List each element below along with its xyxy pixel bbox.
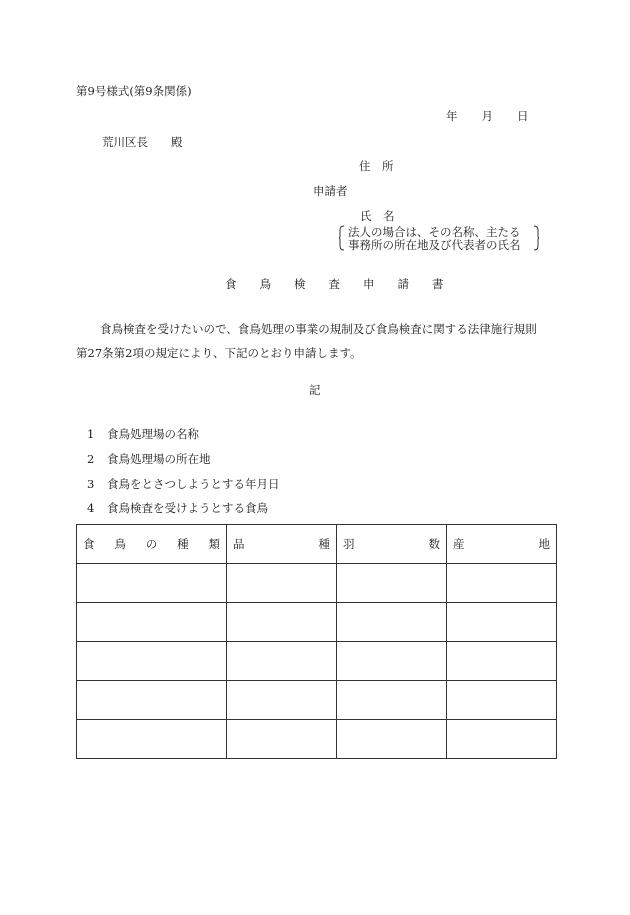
form-number: 第9号様式(第9条関係) xyxy=(76,84,192,98)
table-row xyxy=(77,603,557,642)
item-number: 1 xyxy=(87,427,95,441)
document-title: 食 鳥 検 査 申 請 書 xyxy=(225,277,444,291)
table-cell[interactable] xyxy=(77,603,227,642)
right-brace xyxy=(533,225,539,251)
table-cell[interactable] xyxy=(227,603,337,642)
item-text: 食鳥処理場の所在地 xyxy=(107,452,211,466)
table-cell[interactable] xyxy=(77,642,227,681)
table-row xyxy=(77,642,557,681)
table-row xyxy=(77,564,557,603)
body-text-line-1: 食鳥検査を受けたいので、食鳥処理の事業の規制及び食鳥検査に関する法律施行規則 xyxy=(100,322,537,336)
table-cell[interactable] xyxy=(227,564,337,603)
table-cell[interactable] xyxy=(77,720,227,759)
table-cell[interactable] xyxy=(447,681,557,720)
list-item xyxy=(87,454,211,466)
item-text: 食鳥処理場の名称 xyxy=(107,427,199,441)
table-cell[interactable] xyxy=(77,681,227,720)
table-cell[interactable] xyxy=(227,642,337,681)
table-cell[interactable] xyxy=(447,642,557,681)
poultry-table xyxy=(76,524,557,759)
item-number: 2 xyxy=(87,452,95,466)
item-text: 食鳥をとさつしようとする年月日 xyxy=(107,477,280,491)
address-label: 住 所 xyxy=(359,159,394,173)
table-row xyxy=(77,720,557,759)
name-label: 氏 名 xyxy=(360,209,395,223)
date-year-label: 年 xyxy=(446,109,458,123)
body-text-line-2: 第27条第2項の規定により、下記のとおり申請します。 xyxy=(76,346,362,360)
corporation-note-line-1: 法人の場合は、その名称、主たる xyxy=(348,225,521,239)
table-cell[interactable] xyxy=(227,681,337,720)
left-brace xyxy=(339,225,345,251)
table-cell[interactable] xyxy=(337,564,447,603)
table-cell[interactable] xyxy=(447,603,557,642)
item-number: 4 xyxy=(87,501,95,515)
table-cell[interactable] xyxy=(337,681,447,720)
list-item xyxy=(87,503,268,515)
table-cell[interactable] xyxy=(447,720,557,759)
header-count: 羽 数 xyxy=(337,525,447,564)
header-breed: 品 種 xyxy=(227,525,337,564)
table-cell[interactable] xyxy=(337,603,447,642)
table-header-row xyxy=(77,525,557,564)
table-cell[interactable] xyxy=(447,564,557,603)
table-cell[interactable] xyxy=(227,720,337,759)
table-cell[interactable] xyxy=(337,642,447,681)
date-day-label: 日 xyxy=(517,109,529,123)
list-item xyxy=(87,429,199,441)
list-item xyxy=(87,479,280,491)
item-number: 3 xyxy=(87,477,95,491)
header-origin: 産 地 xyxy=(447,525,557,564)
table-cell[interactable] xyxy=(77,564,227,603)
date-line xyxy=(446,111,529,123)
header-poultry-type: 食 鳥 の 種 類 xyxy=(77,525,227,564)
date-month-label: 月 xyxy=(481,109,493,123)
table-cell[interactable] xyxy=(337,720,447,759)
ki-heading: 記 xyxy=(309,383,321,397)
corporation-note-line-2: 事務所の所在地及び代表者の氏名 xyxy=(348,238,521,252)
item-text: 食鳥検査を受けようとする食鳥 xyxy=(107,501,268,515)
addressee: 荒川区長 殿 xyxy=(102,135,183,149)
table-row xyxy=(77,681,557,720)
corporation-note xyxy=(339,225,539,251)
applicant-label: 申請者 xyxy=(313,184,348,198)
